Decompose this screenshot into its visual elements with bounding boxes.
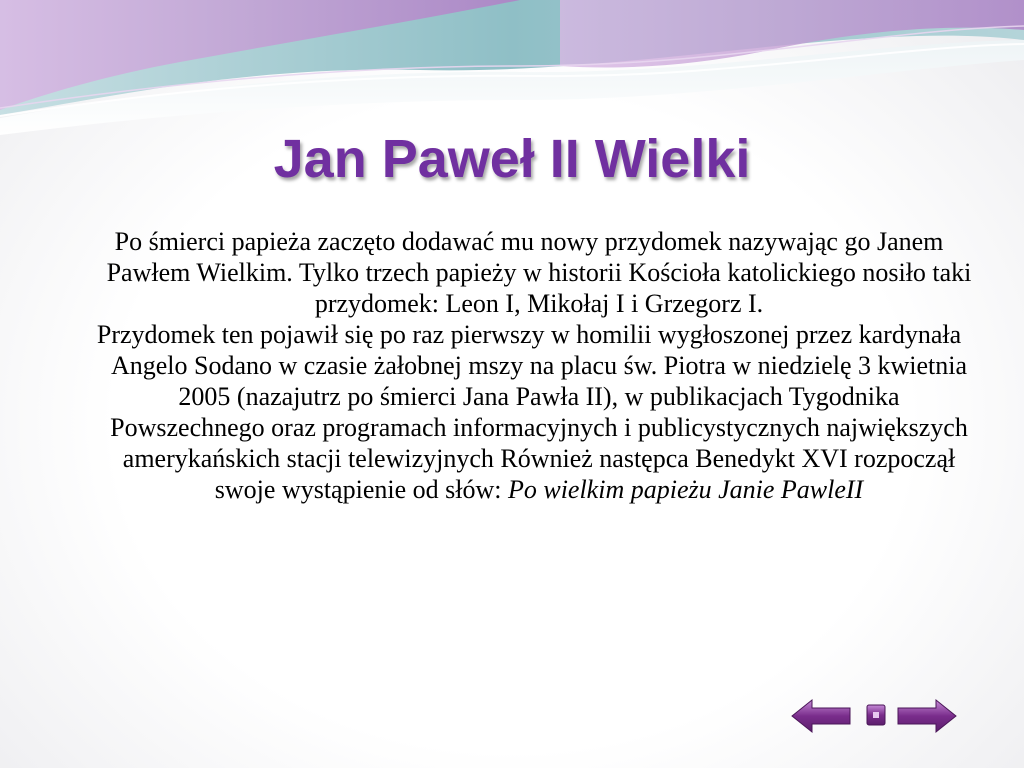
slide-body — [84, 226, 974, 505]
slide-title: Jan Paweł II Wielki — [273, 129, 751, 189]
decorative-wave-header — [0, 0, 1024, 135]
arrow-right-icon[interactable] — [896, 698, 958, 734]
paragraph-2 — [84, 319, 974, 505]
quote-italic: Po wielkim papieżu Janie PawleII — [507, 475, 864, 504]
paragraph-1-text: Po śmierci papieża zaczęto dodawać mu nowy przydomek nazywając go Janem Pawłem Wielkim. Tylko trzech papieży w historii Kościoła katolickiego nosiło taki przydomek: Leon I, Mikołaj I i Grzegorz I. — [106, 227, 972, 318]
paragraph-2-text: Przydomek ten pojawił się po raz pierwszy w homilii wygłoszonej przez kardynała Angelo Sodano w czasie żałobnej mszy na placu św. Piotra w niedzielę 3 kwietnia 2005 (nazajutrz po śmierci Jana Pawła II), w publikacjach Tygodnika Powszechnego oraz programach informacyjnych i publicystycznych największych amerykańskich stacji telewizyjnych Również następca Benedykt XVI rozpoczął swoje wystąpienie od słów: — [96, 320, 968, 504]
home-dot-icon[interactable] — [866, 704, 886, 726]
arrow-left-icon[interactable] — [790, 698, 852, 734]
slide-navigation — [790, 694, 960, 738]
paragraph-1 — [84, 226, 974, 319]
